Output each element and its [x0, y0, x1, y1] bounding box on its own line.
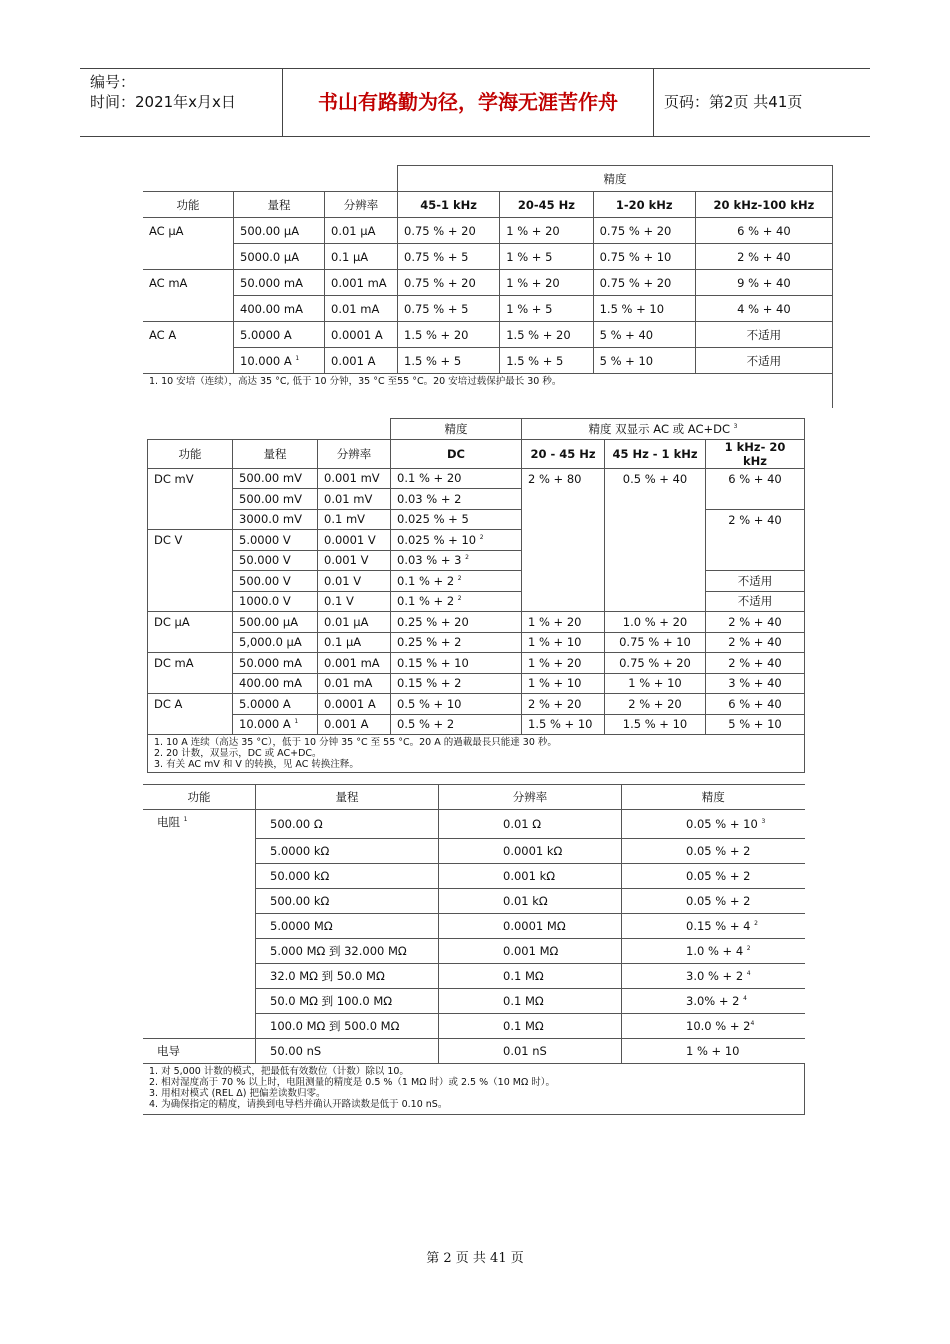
table-row: 32.0 MΩ 到 50.0 MΩ 0.1 MΩ 3.0 % + 2 $^4$ [143, 963, 805, 988]
t3-header-row: 功能 量程 分辨率 精度 [143, 785, 805, 810]
table-row: AC A 5.0000 A 0.0001 A 1.5 % + 20 1.5 % + 20 5 % + 40 不适用 [143, 322, 833, 348]
table-row: AC µA 500.00 µA 0.01 µA 0.75 % + 20 1 % + 20 0.75 % + 20 6 % + 40 [143, 218, 833, 244]
conductance-label: 电导 [143, 1038, 256, 1063]
resistance-spec-table [143, 784, 805, 1115]
t2-na: 不适用 [706, 571, 805, 592]
ac-current-spec-table [143, 165, 833, 408]
t2-ac-v-1k-20k: 2 % + 40 [706, 509, 805, 571]
time-label: 时间：2021年x月x日 [90, 93, 236, 111]
t2-ac-mv-20-45: 2 % + 80 [522, 468, 605, 612]
t1-col-header: 分辨率 [325, 192, 398, 218]
table-row: DC µA 500.00 µA 0.01 µA 0.25 % + 20 1 % + 20 1.0 % + 20 2 % + 40 [148, 612, 805, 633]
table-row: 500.00 V 0.01 V 0.1 % + 2 $^2$ 不适用 [148, 571, 805, 592]
t2-ac-mv-45-1k: 0.5 % + 40 [605, 468, 706, 612]
t1-note: 1. 10 安培（连续），高达 35 °C, 低于 10 分钟，35 °C 至55 °C。20 安培过载保护最长 30 秒。 [143, 374, 833, 409]
page-header [80, 68, 870, 137]
t1-header-row [143, 192, 833, 218]
table-row: DC V 5.0000 V 0.0001 V 0.025 % + 10 $^2$ [148, 530, 805, 551]
table-row: 10.000 A $^1$ 0.001 A 1.5 % + 5 1.5 % + 5 5 % + 10 不适用 [143, 348, 833, 374]
table-row: AC mA 50.000 mA 0.001 mA 0.75 % + 20 1 % + 20 0.75 % + 20 9 % + 40 [143, 270, 833, 296]
t2-ac-group-header: 精度 双显示 AC 或 AC+DC $^3$ [522, 419, 805, 440]
resistance-label: 电阻 $^1$ [143, 810, 256, 839]
table-row: 1000.0 V 0.1 V 0.1 % + 2 $^2$ 不适用 [148, 591, 805, 612]
table-row: 5.0000 kΩ 0.0001 kΩ 0.05 % + 2 [143, 838, 805, 863]
table-row: DC mA 50.000 mA 0.001 mA 0.15 % + 10 1 % + 20 0.75 % + 20 2 % + 40 [148, 653, 805, 674]
table-row: 400.00 mA 0.01 mA 0.15 % + 2 1 % + 10 1 % + 10 3 % + 40 [148, 673, 805, 694]
table-row: 50.000 kΩ 0.001 kΩ 0.05 % + 2 [143, 863, 805, 888]
header-motto: 书山有路勤为径，学海无涯苦作舟 [282, 69, 654, 136]
t1-col-header: 20 kHz-100 kHz [695, 192, 832, 218]
table-row: 400.00 mA 0.01 mA 0.75 % + 5 1 % + 5 1.5 % + 10 4 % + 40 [143, 296, 833, 322]
table-row: 5000.0 µA 0.1 µA 0.75 % + 5 1 % + 5 0.75 % + 10 2 % + 40 [143, 244, 833, 270]
t2-ac-mv-1k-20k: 6 % + 40 [706, 468, 805, 509]
table-row: 50.000 V 0.001 V 0.03 % + 3 $^2$ [148, 550, 805, 571]
table-row: 电阻 $^1$ 500.00 Ω 0.01 Ω 0.05 % + 10 $^3$ [143, 810, 805, 839]
t3-notes: 1. 对 5,000 计数的模式，把最低有效数位（计数）除以 10。 2. 相对湿度高于 70 % 以上时，电阻测量的精度是 0.5 %（1 MΩ 时）或 2.5 %（10 MΩ 时）。 3. 用相对模式 (REL Δ) 把偏差读数归零。 4. 为确保指定的精度，请换到电导档并确认开路读数是低于 0.10 nS。 [143, 1063, 805, 1114]
t1-group-header: 精度 [398, 166, 833, 192]
table-row: 5.000 MΩ 到 32.000 MΩ 0.001 MΩ 1.0 % + 4 $^2$ [143, 938, 805, 963]
table-row: 100.0 MΩ 到 500.0 MΩ 0.1 MΩ 10.0 % + $2^4$ [143, 1013, 805, 1038]
table-row: DC mV 500.00 mV 0.001 mV 0.1 % + 20 2 % + 80 0.5 % + 40 6 % + 40 [148, 468, 805, 489]
t1-col-header: 20-45 Hz [500, 192, 593, 218]
t1-col-header: 1-20 kHz [593, 192, 695, 218]
t2-na: 不适用 [706, 591, 805, 612]
table-row: 电导 50.00 nS 0.01 nS 1 % + 10 [143, 1038, 805, 1063]
table-row: DC A 5.0000 A 0.0001 A 0.5 % + 10 2 % + 20 2 % + 20 6 % + 40 [148, 694, 805, 715]
t1-col-header: 量程 [234, 192, 325, 218]
table-row: 5.0000 MΩ 0.0001 MΩ 0.15 % + 4 $^2$ [143, 913, 805, 938]
table-row: 10.000 A $^1$ 0.001 A 0.5 % + 2 1.5 % + 10 1.5 % + 10 5 % + 10 [148, 714, 805, 735]
dc-spec-table [147, 418, 805, 773]
t2-dc-group-header: 精度 [391, 419, 522, 440]
table-row: 5,000.0 µA 0.1 µA 0.25 % + 2 1 % + 10 0.75 % + 10 2 % + 40 [148, 632, 805, 653]
header-meta [80, 69, 282, 136]
t1-col-header: 功能 [143, 192, 234, 218]
header-page-info: 页码：第2页 共41页 [664, 93, 803, 111]
table-row: 50.0 MΩ 到 100.0 MΩ 0.1 MΩ 3.0% + 2 $^4$ [143, 988, 805, 1013]
number-label: 编号： [90, 73, 136, 91]
t2-notes: 1. 10 A 连续（高达 35 °C），低于 10 分钟 35 °C 至 55 °C。20 A 的過載最長只能達 30 秒。 2. 20 计数，双显示，DC 或 AC+DC。 3. 有关 AC mV 和 V 的转换，见 AC 转换注释。 [148, 735, 805, 773]
table-row: 500.00 mV 0.01 mV 0.03 % + 2 [148, 489, 805, 510]
table-row: 500.00 kΩ 0.01 kΩ 0.05 % + 2 [143, 888, 805, 913]
table-row: 3000.0 mV 0.1 mV 0.025 % + 5 2 % + 40 [148, 509, 805, 530]
t2-header-row: 功能 量程 分辨率 DC 20 - 45 Hz 45 Hz - 1 kHz 1 kHz- 20 kHz [148, 439, 805, 468]
page-footer: 第 2 页 共 41 页 [426, 1251, 524, 1266]
t1-col-header: 45-1 kHz [398, 192, 500, 218]
